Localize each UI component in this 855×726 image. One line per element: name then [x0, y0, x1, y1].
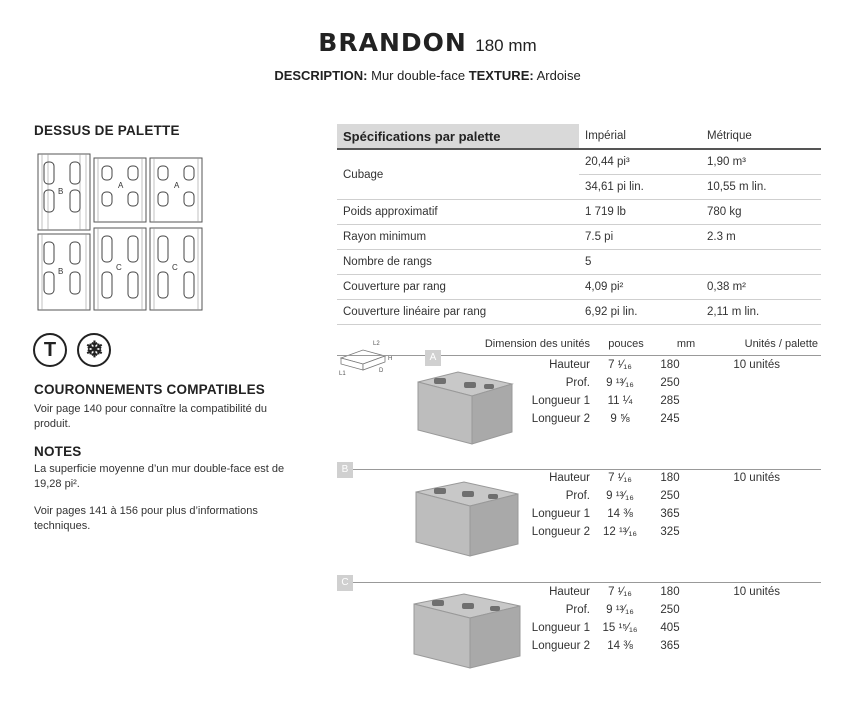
- spec-label: Rayon minimum: [337, 225, 579, 250]
- block-dimension-diagram: [337, 338, 399, 376]
- dimension-inches: 7 ¹⁄₁₆: [608, 472, 632, 484]
- dimension-mm: 250: [660, 377, 680, 389]
- pallet-letter: B: [58, 187, 64, 196]
- dimension-mm: 365: [660, 508, 680, 520]
- spec-imperial: 4,09 pi²: [579, 275, 701, 300]
- pallet-top-diagram: [34, 148, 206, 316]
- dimension-inches: 12 ¹³⁄₁₆: [602, 526, 638, 538]
- diagram-label-l1: L1: [339, 371, 346, 376]
- table-row: [480, 374, 780, 392]
- dimension-mm: 250: [660, 604, 680, 616]
- texture-value: Ardoise: [536, 68, 581, 83]
- dimension-label: Hauteur: [549, 472, 590, 484]
- units-header-per-pallet: Unités / palette: [744, 338, 818, 350]
- pallet-block: [38, 234, 90, 310]
- notes-text-2: Voir pages 141 à 156 pour plus d’informations techniques.: [34, 505, 258, 532]
- description-value: Mur double-face: [371, 68, 466, 83]
- dimension-label: Longueur 2: [531, 413, 590, 425]
- dimension-mm: 325: [660, 526, 680, 538]
- table-row: [480, 601, 780, 619]
- crowns-text: Voir page 140 pour connaître la compatibilité du produit.: [34, 403, 267, 430]
- page-title: [0, 28, 855, 57]
- spec-metric: 1,90 m³: [701, 149, 821, 175]
- pallet-title: DESSUS DE PALETTE: [34, 123, 180, 138]
- spec-label: Cubage: [337, 149, 579, 200]
- units-header-mm: mm: [676, 338, 696, 350]
- pallet-letter: A: [174, 181, 180, 190]
- spec-metric: [701, 250, 821, 275]
- pallet-block: [150, 158, 202, 222]
- table-row: [480, 619, 780, 637]
- units-header-inches: pouces: [608, 338, 644, 350]
- dimension-mm: 180: [660, 586, 680, 598]
- spec-label: Poids approximatif: [337, 200, 579, 225]
- spec-imperial: 7.5 pi: [579, 225, 701, 250]
- spec-metric: 0,38 m²: [701, 275, 821, 300]
- table-row: [480, 583, 780, 601]
- spec-imperial: 6,92 pi lin.: [579, 300, 701, 325]
- product-size: 180 mm: [475, 36, 537, 55]
- units-header-dimension: Dimension des unités: [484, 338, 590, 350]
- table-row: [480, 523, 780, 541]
- spec-imperial: 5: [579, 250, 701, 275]
- diagram-label-d: D: [379, 368, 384, 374]
- spec-metric: 2,11 m lin.: [701, 300, 821, 325]
- dimension-label: Longueur 1: [531, 622, 590, 634]
- dimension-label: Prof.: [565, 490, 590, 502]
- spec-label: Couverture linéaire par rang: [337, 300, 579, 325]
- product-name: BRANDON: [318, 28, 467, 57]
- block-letter: A: [425, 350, 441, 366]
- dimension-inches: 15 ¹⁵⁄₁₆: [602, 622, 638, 634]
- table-row: [480, 637, 780, 655]
- spec-header: Métrique: [701, 124, 821, 149]
- dimension-mm: 245: [660, 413, 680, 425]
- table-row: [337, 200, 821, 225]
- spec-header: Impérial: [579, 124, 701, 149]
- dimension-inches: 14 ⅜: [607, 640, 633, 652]
- spec-imperial: 20,44 pi³: [579, 149, 701, 175]
- dimension-inches: 7 ¹⁄₁₆: [608, 359, 632, 371]
- dimension-inches: 9 ¹³⁄₁₆: [606, 604, 634, 616]
- dimension-mm: 250: [660, 490, 680, 502]
- table-row: [337, 149, 821, 175]
- dimension-inches: 11 ¼: [607, 395, 633, 407]
- badge-icons: [33, 333, 117, 367]
- pallet-letter: B: [58, 267, 64, 276]
- spec-metric: 10,55 m lin.: [701, 175, 821, 200]
- block-c-specs: [480, 583, 780, 655]
- dimension-label: Prof.: [565, 377, 590, 389]
- table-row: [480, 410, 780, 428]
- dimension-inches: 14 ⅜: [607, 508, 633, 520]
- description-line: [0, 68, 855, 83]
- block-b-specs: [480, 469, 780, 541]
- spec-table: [337, 124, 821, 325]
- crowns-title: COURONNEMENTS COMPATIBLES: [34, 382, 265, 397]
- table-row: [337, 225, 821, 250]
- spec-label: Couverture par rang: [337, 275, 579, 300]
- description-label: DESCRIPTION:: [274, 68, 368, 83]
- table-row: [337, 275, 821, 300]
- block-letter: B: [337, 462, 353, 478]
- table-row: [480, 487, 780, 505]
- spec-metric: 780 kg: [701, 200, 821, 225]
- snowflake-icon: ❄: [77, 333, 111, 367]
- dimension-label: Longueur 2: [531, 640, 590, 652]
- dimension-inches: 9 ⅝: [610, 413, 630, 425]
- dimension-mm: 365: [660, 640, 680, 652]
- block-letter: C: [337, 575, 353, 591]
- notes-title: NOTES: [34, 444, 82, 459]
- pallet-block: [94, 158, 146, 222]
- table-row: [480, 356, 780, 374]
- dimension-mm: 180: [660, 359, 680, 371]
- table-row: [337, 300, 821, 325]
- dimension-mm: 405: [660, 622, 680, 634]
- table-row: [480, 469, 780, 487]
- diagram-label-h: H: [388, 356, 393, 362]
- units-per-pallet: 10 unités: [733, 586, 780, 598]
- spec-imperial: 1 719 lb: [579, 200, 701, 225]
- table-row: [480, 392, 780, 410]
- pallet-block: [38, 154, 90, 230]
- block-a-specs: [480, 356, 780, 428]
- dimension-inches: 9 ¹³⁄₁₆: [606, 490, 634, 502]
- pallet-letter: C: [116, 263, 122, 272]
- units-per-pallet: 10 unités: [733, 472, 780, 484]
- notes-text-1: La superficie moyenne d’un mur double-face est de 19,28 pi².: [34, 463, 285, 490]
- spec-header: Spécifications par palette: [337, 124, 579, 149]
- units-per-pallet: 10 unités: [733, 359, 780, 371]
- dimension-inches: 7 ¹⁄₁₆: [608, 586, 632, 598]
- diagram-label-l2: L2: [373, 341, 380, 347]
- texture-label: TEXTURE:: [468, 68, 534, 83]
- table-row: [480, 505, 780, 523]
- dimension-label: Longueur 2: [531, 526, 590, 538]
- dimension-label: Longueur 1: [531, 508, 590, 520]
- dimension-mm: 180: [660, 472, 680, 484]
- dimension-mm: 285: [660, 395, 680, 407]
- dimension-label: Longueur 1: [531, 395, 590, 407]
- dimension-label: Hauteur: [549, 586, 590, 598]
- table-row: [337, 250, 821, 275]
- spec-metric: 2.3 m: [701, 225, 821, 250]
- t-badge-icon: T: [33, 333, 67, 367]
- spec-imperial: 34,61 pi lin.: [579, 175, 701, 200]
- pallet-letter: C: [172, 263, 178, 272]
- dimension-label: Hauteur: [549, 359, 590, 371]
- spec-label: Nombre de rangs: [337, 250, 579, 275]
- pallet-letter: A: [118, 181, 124, 190]
- dimension-label: Prof.: [565, 604, 590, 616]
- spec-header-row: [337, 124, 821, 149]
- dimension-inches: 9 ¹³⁄₁₆: [606, 377, 634, 389]
